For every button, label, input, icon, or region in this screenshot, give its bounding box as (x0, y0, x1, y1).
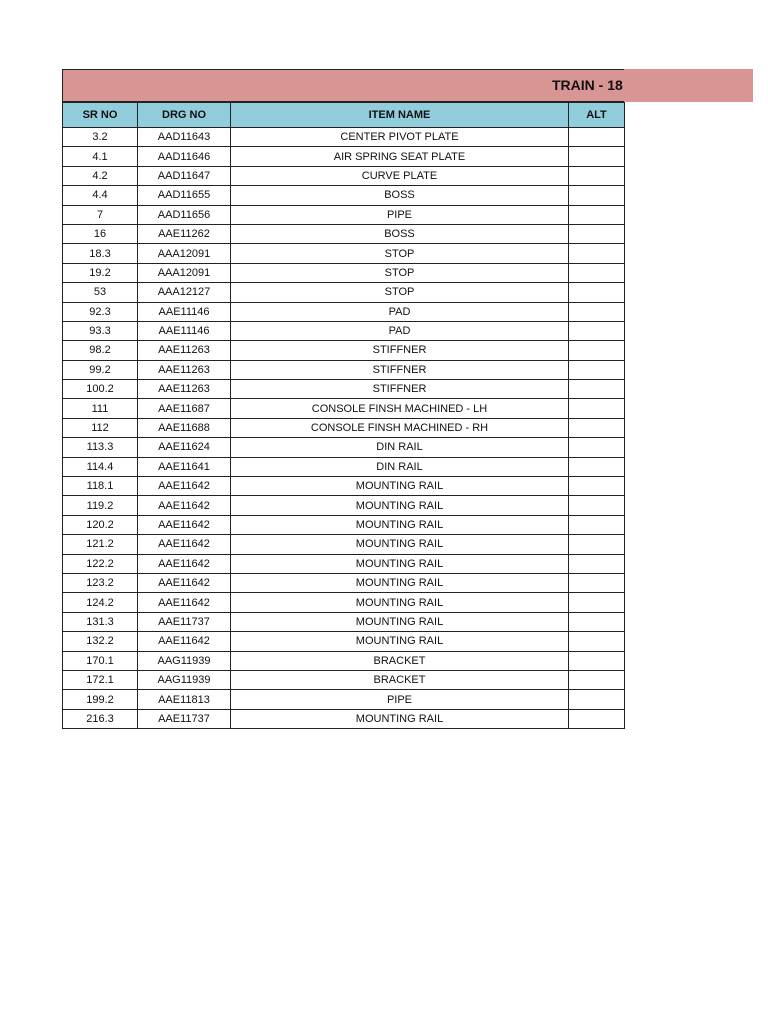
sr-no-cell[interactable]: 53 (63, 283, 138, 302)
table-row (63, 418, 625, 437)
item-name-cell[interactable]: AIR SPRING SEAT PLATE (231, 147, 569, 166)
sr-no-cell[interactable]: 93.3 (63, 321, 138, 340)
table-row (63, 612, 625, 631)
table-row (63, 186, 625, 205)
item-name-cell[interactable]: MOUNTING RAIL (231, 515, 569, 534)
table-row (63, 283, 625, 302)
item-name-cell[interactable]: STOP (231, 283, 569, 302)
item-name-cell[interactable]: MOUNTING RAIL (231, 632, 569, 651)
table-row (63, 670, 625, 689)
drg-no-cell[interactable]: AAE11262 (138, 224, 231, 243)
sr-no-cell[interactable]: 92.3 (63, 302, 138, 321)
drg-no-cell[interactable]: AAE11642 (138, 535, 231, 554)
alt-cell[interactable] (569, 477, 625, 496)
sr-no-cell[interactable]: 122.2 (63, 554, 138, 573)
item-name-cell[interactable]: STOP (231, 263, 569, 282)
sr-no-cell[interactable]: 112 (63, 418, 138, 437)
item-name-cell[interactable]: STIFFNER (231, 341, 569, 360)
item-name-cell[interactable]: STIFFNER (231, 360, 569, 379)
alt-cell[interactable] (569, 205, 625, 224)
table-row (63, 244, 625, 263)
drg-no-cell[interactable]: AAE11642 (138, 496, 231, 515)
alt-cell[interactable] (569, 651, 625, 670)
drg-no-cell[interactable]: AAE11624 (138, 438, 231, 457)
sr-no-cell[interactable]: 118.1 (63, 477, 138, 496)
item-name-cell[interactable]: DIN RAIL (231, 438, 569, 457)
sr-no-cell[interactable]: 7 (63, 205, 138, 224)
col-header-alt[interactable]: ALT (569, 103, 625, 128)
drg-no-cell[interactable]: AAE11642 (138, 554, 231, 573)
drg-no-cell[interactable]: AAD11647 (138, 166, 231, 185)
alt-cell[interactable] (569, 554, 625, 573)
drg-no-cell[interactable]: AAA12091 (138, 263, 231, 282)
alt-cell[interactable] (569, 263, 625, 282)
alt-cell[interactable] (569, 399, 625, 418)
item-name-cell[interactable]: BOSS (231, 186, 569, 205)
drg-no-cell[interactable]: AAE11146 (138, 321, 231, 340)
item-name-cell[interactable]: MOUNTING RAIL (231, 496, 569, 515)
alt-cell[interactable] (569, 166, 625, 185)
sr-no-cell[interactable]: 170.1 (63, 651, 138, 670)
table-body (63, 128, 625, 729)
alt-cell[interactable] (569, 690, 625, 709)
alt-cell[interactable] (569, 593, 625, 612)
table-row (63, 535, 625, 554)
drg-no-cell[interactable]: AAE11642 (138, 593, 231, 612)
drg-no-cell[interactable]: AAD11646 (138, 147, 231, 166)
sr-no-cell[interactable]: 121.2 (63, 535, 138, 554)
table-row (63, 515, 625, 534)
item-name-cell[interactable]: CURVE PLATE (231, 166, 569, 185)
drg-no-cell[interactable]: AAE11737 (138, 709, 231, 728)
item-name-cell[interactable]: MOUNTING RAIL (231, 535, 569, 554)
item-name-cell[interactable]: MOUNTING RAIL (231, 573, 569, 592)
sr-no-cell[interactable]: 4.4 (63, 186, 138, 205)
sr-no-cell[interactable]: 132.2 (63, 632, 138, 651)
table-row (63, 205, 625, 224)
alt-cell[interactable] (569, 515, 625, 534)
drg-no-cell[interactable]: AAD11656 (138, 205, 231, 224)
table-row (63, 147, 625, 166)
item-name-cell[interactable]: PIPE (231, 205, 569, 224)
alt-cell[interactable] (569, 535, 625, 554)
alt-cell[interactable] (569, 283, 625, 302)
item-name-cell[interactable]: PAD (231, 302, 569, 321)
table-row (63, 690, 625, 709)
table-row (63, 166, 625, 185)
item-name-cell[interactable]: BOSS (231, 224, 569, 243)
sheet-title-bar (62, 69, 753, 102)
drg-no-cell[interactable]: AAE11641 (138, 457, 231, 476)
alt-cell[interactable] (569, 632, 625, 651)
sr-no-cell[interactable]: 111 (63, 399, 138, 418)
title-bar-border (62, 69, 624, 102)
sr-no-cell[interactable]: 119.2 (63, 496, 138, 515)
alt-cell[interactable] (569, 341, 625, 360)
item-name-cell[interactable]: MOUNTING RAIL (231, 554, 569, 573)
item-name-cell[interactable]: CONSOLE FINSH MACHINED - RH (231, 418, 569, 437)
item-name-cell[interactable]: PAD (231, 321, 569, 340)
table-row (63, 709, 625, 728)
sr-no-cell[interactable]: 16 (63, 224, 138, 243)
drg-no-cell[interactable]: AAD11655 (138, 186, 231, 205)
alt-cell[interactable] (569, 457, 625, 476)
sr-no-cell[interactable]: 123.2 (63, 573, 138, 592)
alt-cell[interactable] (569, 612, 625, 631)
table-row (63, 341, 625, 360)
table-row (63, 321, 625, 340)
drg-no-cell[interactable]: AAA12091 (138, 244, 231, 263)
sr-no-cell[interactable]: 124.2 (63, 593, 138, 612)
alt-cell[interactable] (569, 438, 625, 457)
table-row (63, 263, 625, 282)
item-name-cell[interactable]: BRACKET (231, 670, 569, 689)
sr-no-cell[interactable]: 216.3 (63, 709, 138, 728)
alt-cell[interactable] (569, 186, 625, 205)
drg-no-cell[interactable]: AAE11642 (138, 632, 231, 651)
parts-table (62, 102, 625, 729)
item-name-cell[interactable]: STIFFNER (231, 380, 569, 399)
table-header-row (63, 103, 625, 128)
sr-no-cell[interactable]: 18.3 (63, 244, 138, 263)
drg-no-cell[interactable]: AAE11688 (138, 418, 231, 437)
item-name-cell[interactable]: MOUNTING RAIL (231, 612, 569, 631)
alt-cell[interactable] (569, 418, 625, 437)
table-row (63, 399, 625, 418)
item-name-cell[interactable]: PIPE (231, 690, 569, 709)
alt-cell[interactable] (569, 573, 625, 592)
sr-no-cell[interactable]: 120.2 (63, 515, 138, 534)
col-header-sr-no[interactable]: SR NO (63, 103, 138, 128)
alt-cell[interactable] (569, 496, 625, 515)
drg-no-cell[interactable]: AAE11642 (138, 515, 231, 534)
drg-no-cell[interactable]: AAE11642 (138, 573, 231, 592)
table-row (63, 593, 625, 612)
drg-no-cell[interactable]: AAE11263 (138, 341, 231, 360)
col-header-drg-no[interactable]: DRG NO (138, 103, 231, 128)
sheet-title: TRAIN - 18 (552, 77, 623, 93)
drg-no-cell[interactable]: AAE11687 (138, 399, 231, 418)
col-header-item-name[interactable]: ITEM NAME (231, 103, 569, 128)
table-row (63, 496, 625, 515)
sr-no-cell[interactable]: 4.1 (63, 147, 138, 166)
item-name-cell[interactable]: MOUNTING RAIL (231, 709, 569, 728)
sr-no-cell[interactable]: 114.4 (63, 457, 138, 476)
alt-cell[interactable] (569, 670, 625, 689)
alt-cell[interactable] (569, 709, 625, 728)
item-name-cell[interactable]: DIN RAIL (231, 457, 569, 476)
item-name-cell[interactable]: STOP (231, 244, 569, 263)
sr-no-cell[interactable]: 98.2 (63, 341, 138, 360)
table-row (63, 477, 625, 496)
drg-no-cell[interactable]: AAE11263 (138, 380, 231, 399)
alt-cell[interactable] (569, 244, 625, 263)
table-row (63, 128, 625, 147)
item-name-cell[interactable]: BRACKET (231, 651, 569, 670)
drg-no-cell[interactable]: AAA12127 (138, 283, 231, 302)
table-row (63, 457, 625, 476)
alt-cell[interactable] (569, 224, 625, 243)
drg-no-cell[interactable]: AAD11643 (138, 128, 231, 147)
alt-cell[interactable] (569, 302, 625, 321)
drg-no-cell[interactable]: AAG11939 (138, 651, 231, 670)
sr-no-cell[interactable]: 131.3 (63, 612, 138, 631)
drg-no-cell[interactable]: AAE11263 (138, 360, 231, 379)
item-name-cell[interactable]: MOUNTING RAIL (231, 593, 569, 612)
table-row (63, 438, 625, 457)
drg-no-cell[interactable]: AAG11939 (138, 670, 231, 689)
item-name-cell[interactable]: CONSOLE FINSH MACHINED - LH (231, 399, 569, 418)
item-name-cell[interactable]: MOUNTING RAIL (231, 477, 569, 496)
sr-no-cell[interactable]: 199.2 (63, 690, 138, 709)
sr-no-cell[interactable]: 19.2 (63, 263, 138, 282)
item-name-cell[interactable]: CENTER PIVOT PLATE (231, 128, 569, 147)
sr-no-cell[interactable]: 100.2 (63, 380, 138, 399)
table-row (63, 554, 625, 573)
sr-no-cell[interactable]: 99.2 (63, 360, 138, 379)
sr-no-cell[interactable]: 3.2 (63, 128, 138, 147)
table-row (63, 380, 625, 399)
sr-no-cell[interactable]: 4.2 (63, 166, 138, 185)
table-row (63, 224, 625, 243)
table-row (63, 651, 625, 670)
alt-cell[interactable] (569, 321, 625, 340)
sr-no-cell[interactable]: 172.1 (63, 670, 138, 689)
alt-cell[interactable] (569, 380, 625, 399)
alt-cell[interactable] (569, 147, 625, 166)
sr-no-cell[interactable]: 113.3 (63, 438, 138, 457)
drg-no-cell[interactable]: AAE11737 (138, 612, 231, 631)
alt-cell[interactable] (569, 360, 625, 379)
drg-no-cell[interactable]: AAE11813 (138, 690, 231, 709)
drg-no-cell[interactable]: AAE11642 (138, 477, 231, 496)
drg-no-cell[interactable]: AAE11146 (138, 302, 231, 321)
table-row (63, 573, 625, 592)
table-row (63, 360, 625, 379)
alt-cell[interactable] (569, 128, 625, 147)
table-row (63, 302, 625, 321)
table-row (63, 632, 625, 651)
